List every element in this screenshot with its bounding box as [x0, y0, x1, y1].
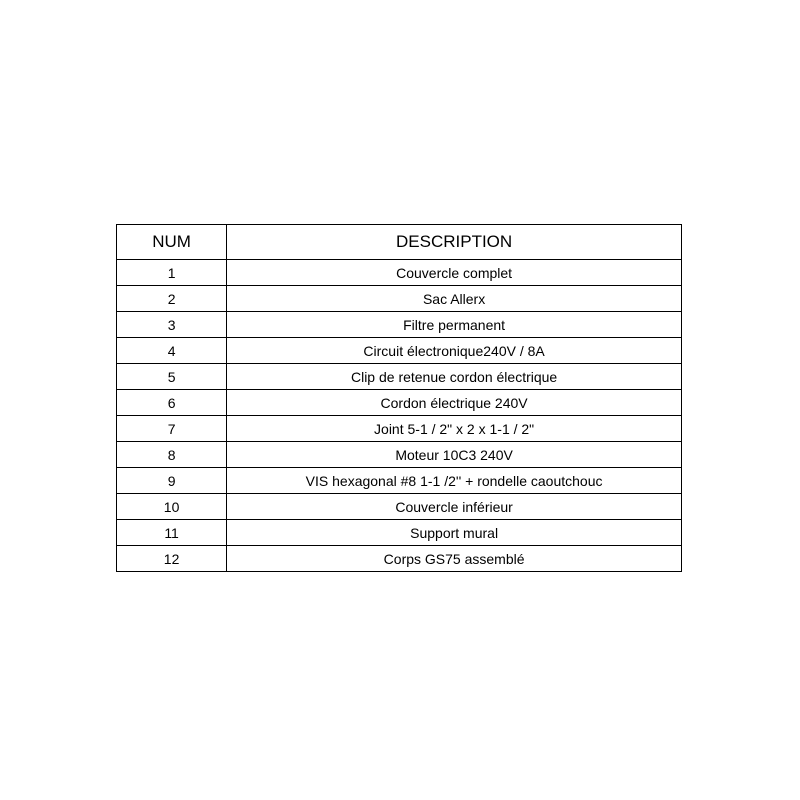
part-description: Couvercle inférieur [227, 494, 682, 520]
part-description: Moteur 10C3 240V [227, 442, 682, 468]
part-description: VIS hexagonal #8 1-1 /2'' + rondelle caoutchouc [227, 468, 682, 494]
description-column-header: DESCRIPTION [227, 225, 682, 260]
part-number: 1 [117, 260, 227, 286]
part-description: Joint 5-1 / 2" x 2 x 1-1 / 2" [227, 416, 682, 442]
part-number: 12 [117, 546, 227, 572]
part-number: 3 [117, 312, 227, 338]
part-description: Support mural [227, 520, 682, 546]
table-row [117, 390, 682, 416]
part-description: Couvercle complet [227, 260, 682, 286]
part-number: 10 [117, 494, 227, 520]
table-row [117, 520, 682, 546]
header-row [117, 225, 682, 260]
part-number: 6 [117, 390, 227, 416]
table-header [117, 225, 682, 260]
part-number: 2 [117, 286, 227, 312]
table-row [117, 468, 682, 494]
part-number: 8 [117, 442, 227, 468]
part-description: Circuit électronique240V / 8A [227, 338, 682, 364]
part-number: 5 [117, 364, 227, 390]
table-row [117, 260, 682, 286]
part-number: 7 [117, 416, 227, 442]
table-row [117, 546, 682, 572]
part-description: Sac Allerx [227, 286, 682, 312]
num-column-header: NUM [117, 225, 227, 260]
table-body [117, 260, 682, 572]
part-description: Corps GS75 assemblé [227, 546, 682, 572]
part-description: Cordon électrique 240V [227, 390, 682, 416]
table-row [117, 338, 682, 364]
part-number: 11 [117, 520, 227, 546]
table-row [117, 442, 682, 468]
part-number: 9 [117, 468, 227, 494]
table-row [117, 494, 682, 520]
part-number: 4 [117, 338, 227, 364]
table-row [117, 286, 682, 312]
table-row [117, 364, 682, 390]
part-description: Clip de retenue cordon électrique [227, 364, 682, 390]
part-description: Filtre permanent [227, 312, 682, 338]
parts-table [116, 224, 682, 572]
table-row [117, 416, 682, 442]
table-row [117, 312, 682, 338]
